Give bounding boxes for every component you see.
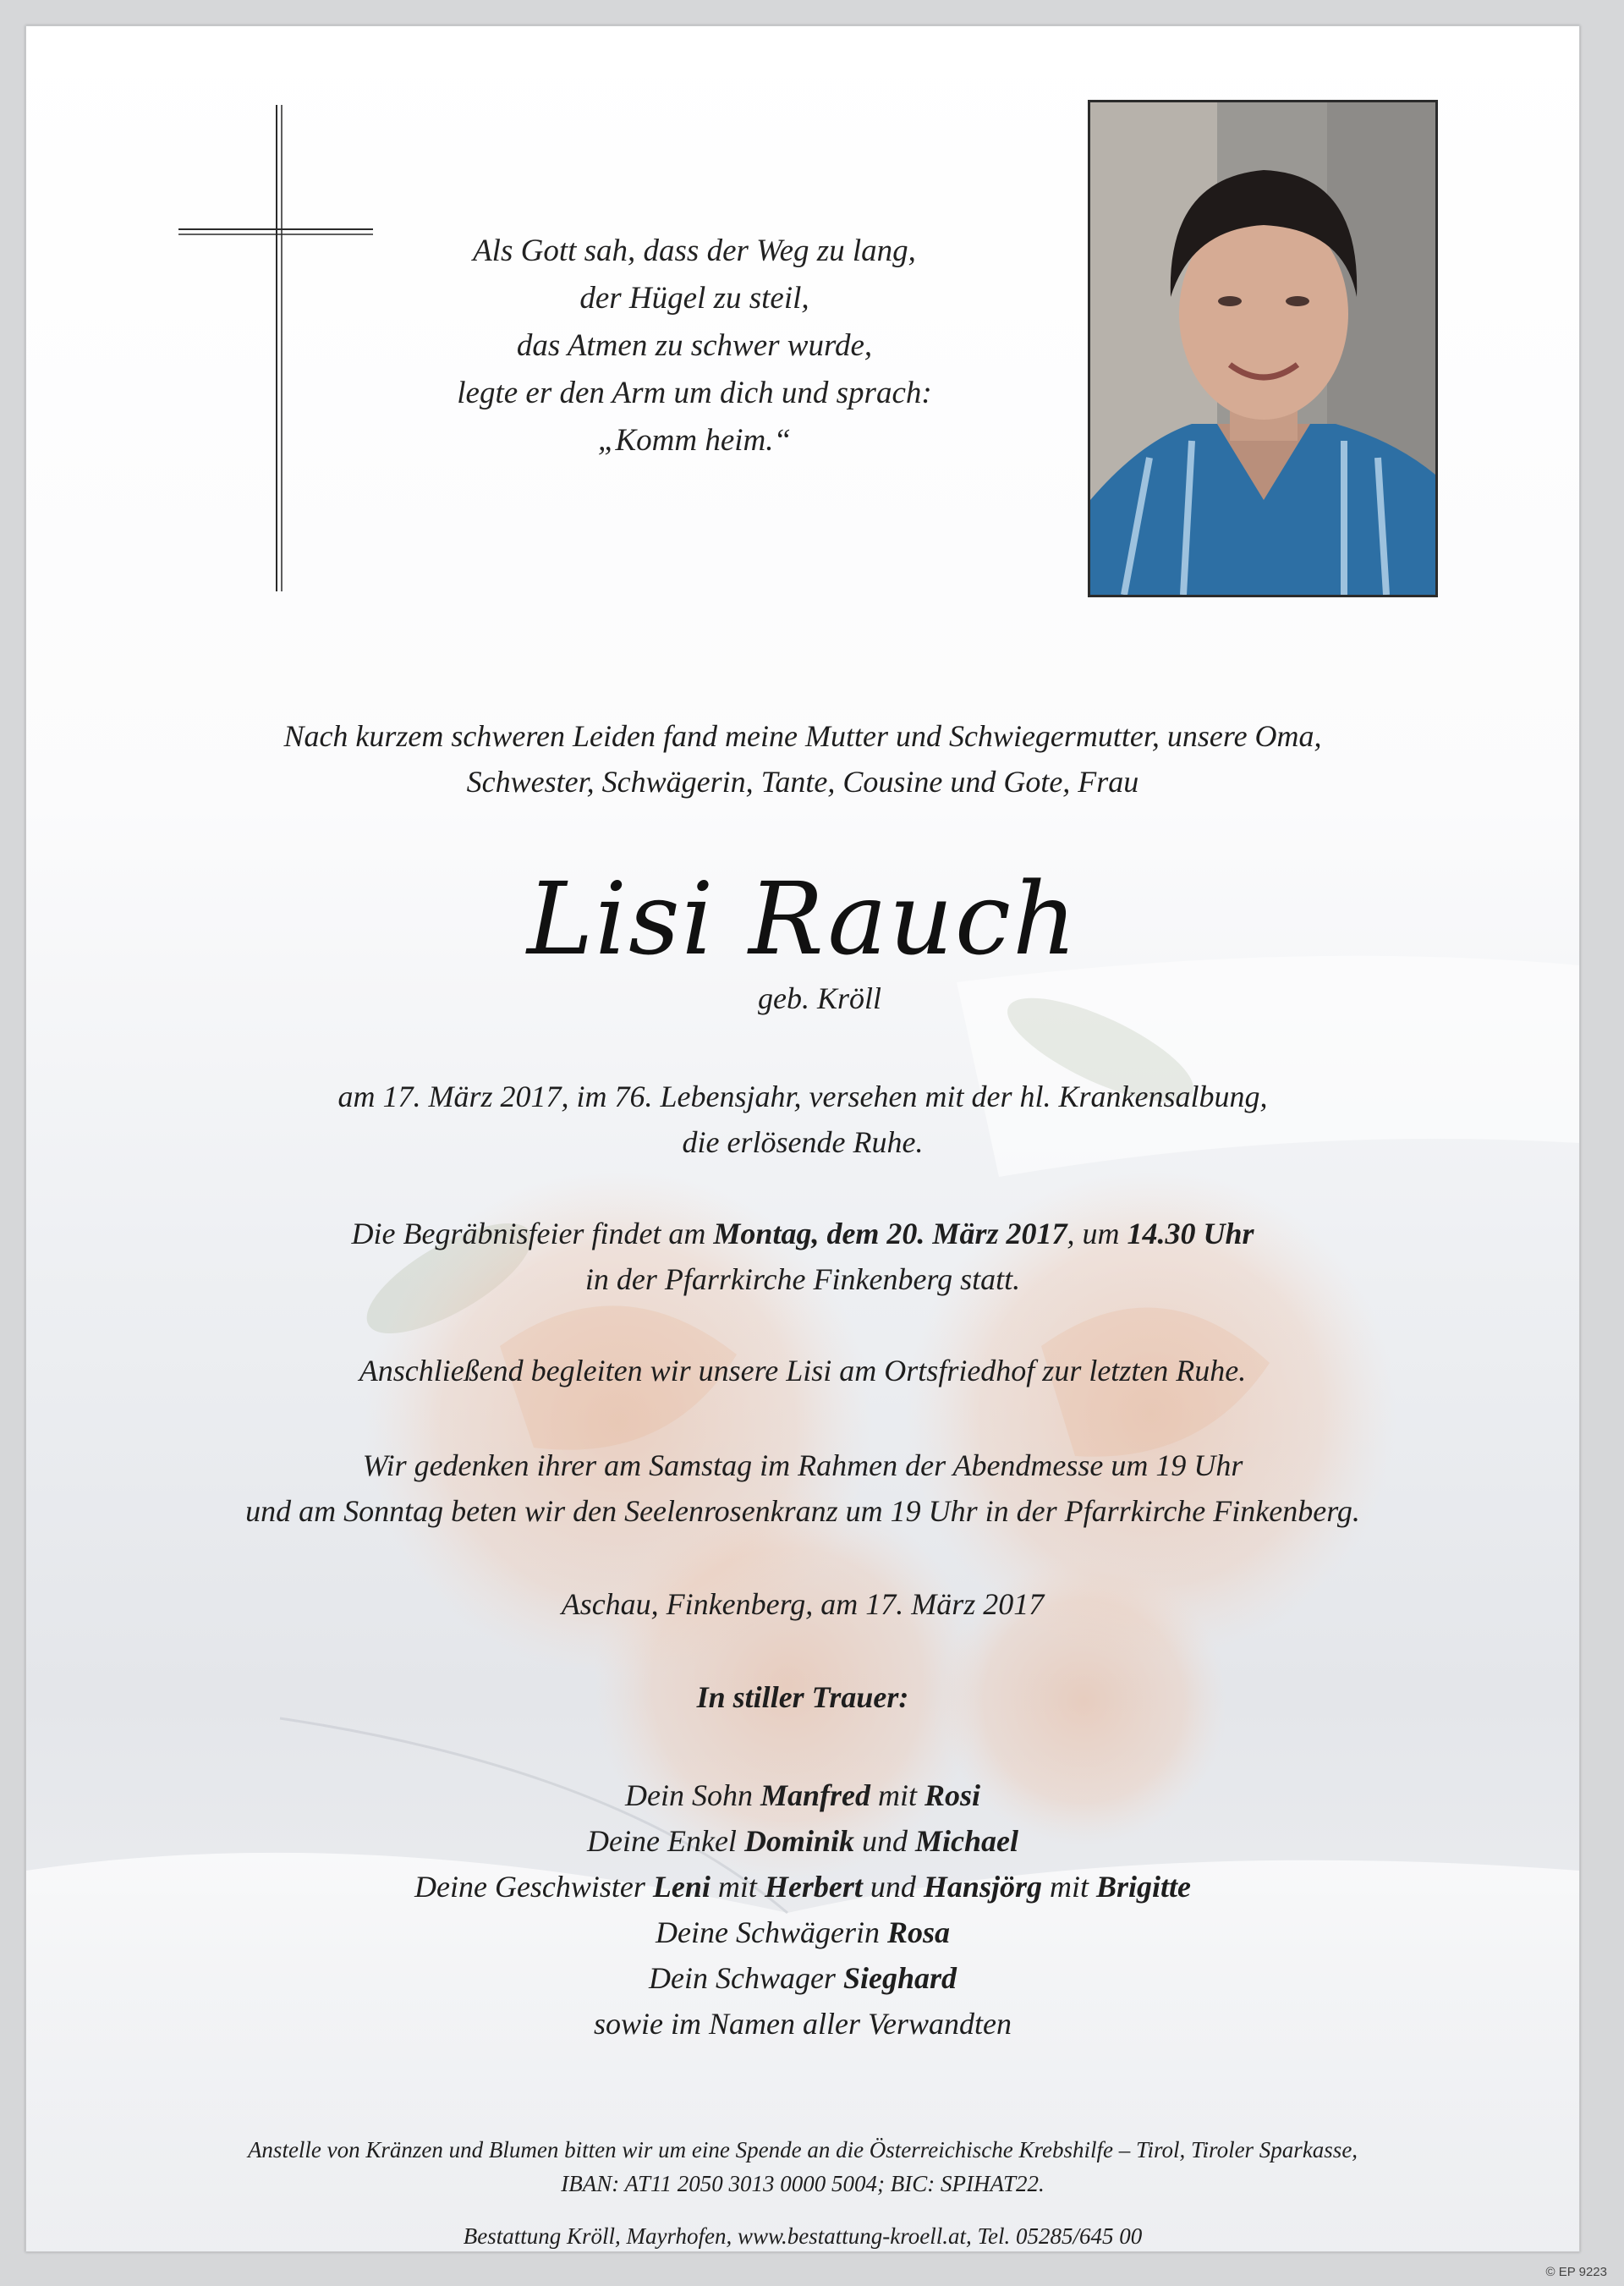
funeral-line — [26, 1211, 1579, 1256]
funeral-middle: , um — [1067, 1217, 1127, 1250]
obituary-sheet — [25, 25, 1580, 2252]
mourner-name: Herbert — [764, 1870, 863, 1904]
funeral-date: Montag, dem 20. März 2017 — [713, 1217, 1067, 1250]
relation: Dein Sohn — [624, 1778, 760, 1812]
verse-line: Als Gott sah, dass der Weg zu lang, — [473, 234, 916, 268]
mourner-row — [26, 1772, 1579, 1818]
funeral-location: in der Pfarrkirche Finkenberg statt. — [584, 1262, 1021, 1296]
place-date: Aschau, Finkenberg, am 17. März 2017 — [561, 1587, 1045, 1621]
donation-line: IBAN: AT11 2050 3013 0000 5004; BIC: SPIHAT22. — [561, 2171, 1045, 2196]
connector: und — [862, 1870, 924, 1904]
mourner-row — [26, 1818, 1579, 1864]
funeral-prefix: Die Begräbnisfeier findet am — [351, 1217, 714, 1250]
mourner-name: Dominik — [743, 1824, 854, 1858]
verse-line: legte er den Arm um dich und sprach: — [457, 376, 932, 410]
relation: Deine Enkel — [587, 1824, 744, 1858]
document-code: © EP 9223 — [1545, 2265, 1607, 2279]
connector: und — [853, 1824, 915, 1858]
verse-line: das Atmen zu schwer wurde, — [516, 328, 873, 363]
mourner-name: Hansjörg — [923, 1870, 1042, 1904]
connector: mit — [870, 1778, 924, 1812]
mourner-row — [26, 1864, 1579, 1910]
relation: Deine Schwägerin — [656, 1915, 887, 1949]
mourner-name: Rosa — [886, 1915, 950, 1949]
mourner-row: sowie im Namen aller Verwandten — [594, 2007, 1012, 2041]
portrait-photo — [1088, 100, 1438, 597]
intro-line: Nach kurzem schweren Leiden fand meine Mutter und Schwiegermutter, unsere Oma, — [283, 719, 1322, 753]
connector: mit — [710, 1870, 765, 1904]
mourner-row — [26, 1910, 1579, 1955]
mourner-row — [26, 1955, 1579, 2001]
mourner-name: Leni — [652, 1870, 710, 1904]
death-line: die erlösende Ruhe. — [682, 1125, 924, 1159]
intro-line: Schwester, Schwägerin, Tante, Cousine und Gote, Frau — [466, 765, 1139, 799]
memorial-line: und am Sonntag beten wir den Seelenrosenkranz um 19 Uhr in der Pfarrkirche Finkenberg. — [245, 1494, 1360, 1528]
mourner-name: Brigitte — [1095, 1870, 1191, 1904]
birth-name: geb. Kröll — [757, 981, 881, 1015]
relation: Deine Geschwister — [414, 1870, 653, 1904]
memorial-verse — [398, 228, 990, 464]
burial-line: Anschließend begleiten wir unsere Lisi am Ortsfriedhof zur letzten Ruhe. — [359, 1354, 1247, 1388]
connector: mit — [1041, 1870, 1096, 1904]
portrait-image — [1090, 102, 1435, 595]
mourner-name: Michael — [914, 1824, 1018, 1858]
mourner-name: Rosi — [924, 1778, 981, 1812]
relation: Dein Schwager — [648, 1961, 843, 1995]
mourner-name: Manfred — [760, 1778, 870, 1812]
deceased-name: Lisi Rauch — [527, 860, 1078, 977]
death-line: am 17. März 2017, im 76. Lebensjahr, versehen mit der hl. Krankensalbung, — [337, 1080, 1268, 1113]
verse-line: der Hügel zu steil, — [579, 281, 809, 316]
verse-line: „Komm heim.“ — [597, 423, 792, 458]
undertaker-info: Bestattung Kröll, Mayrhofen, www.bestattung-kroell.at, Tel. 05285/645 00 — [463, 2223, 1143, 2249]
donation-line: Anstelle von Kränzen und Blumen bitten wir um eine Spende an die Österreichische Krebshilfe – Tirol, Tiroler Sparkasse, — [247, 2137, 1358, 2162]
memorial-line: Wir gedenken ihrer am Samstag im Rahmen der Abendmesse um 19 Uhr — [362, 1448, 1243, 1482]
mourner-name: Sieghard — [842, 1961, 957, 1995]
funeral-time: 14.30 Uhr — [1127, 1217, 1254, 1250]
mourning-heading: In stiller Trauer: — [696, 1680, 909, 1714]
